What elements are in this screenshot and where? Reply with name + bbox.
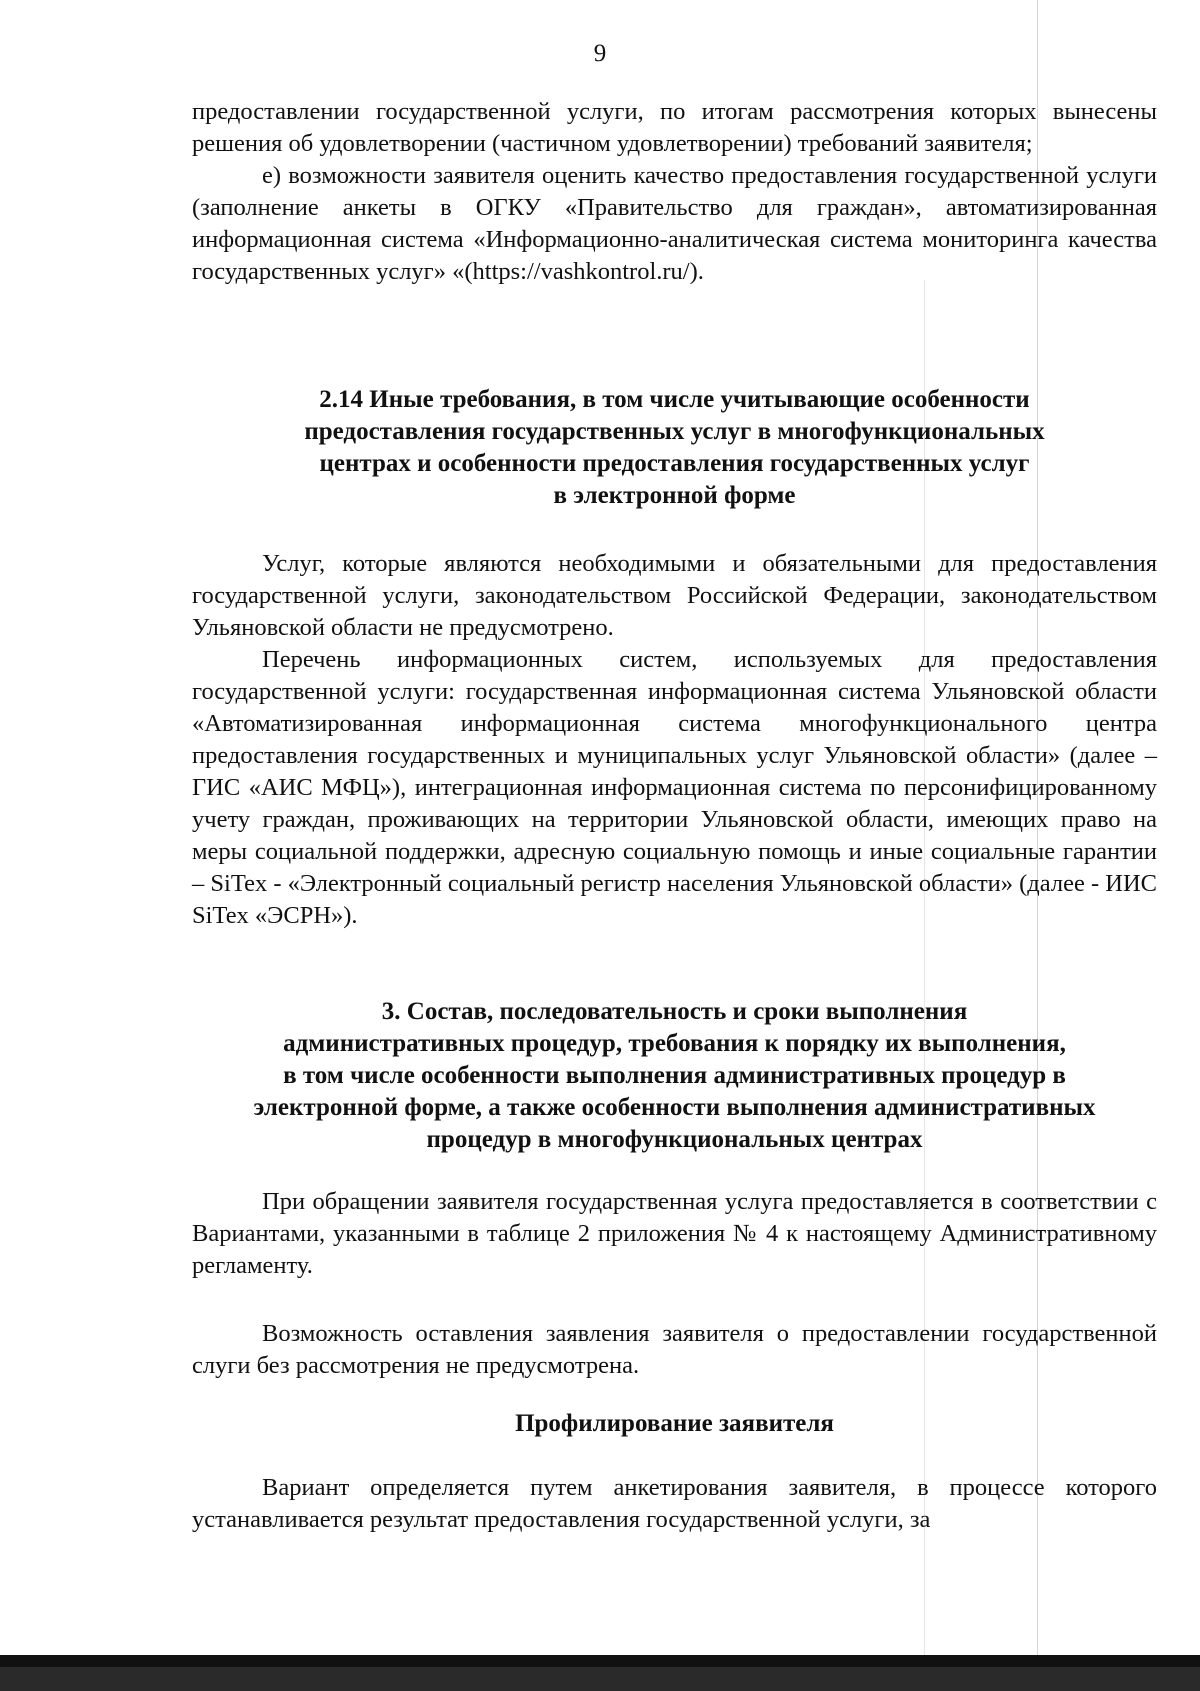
scan-border — [0, 1667, 1200, 1691]
section-3-title — [192, 996, 1157, 1156]
heading-line: в электронной форме — [553, 482, 796, 509]
section-2-14 — [192, 384, 1157, 512]
section-2-14-body — [192, 548, 1157, 932]
heading-line: предоставления государственных услуг в многофункциональных — [304, 418, 1045, 445]
paragraph: При обращении заявителя государственная услуга предоставляется в соответствии с Вариантами, указанными в таблице 2 приложения № 4 к настоящему Административному регламенту. — [192, 1188, 1157, 1279]
paragraph: Возможность оставления заявления заявителя о предоставлении государственной слуги без рассмотрения не предусмотрена. — [192, 1320, 1157, 1379]
paragraph: Услуг, которые являются необходимыми и обязательными для предоставления государственной услуги, законодательством Российской Федерации, законодательством Ульяновской области не предусмотрено. — [192, 550, 1157, 641]
heading-line: 2.14 Иные требования, в том числе учитывающие особенности — [319, 386, 1030, 413]
list-item-e: е) возможности заявителя оценить качество предоставления государственной услуги (заполнение анкеты в ОГКУ «Правительство для граждан», автоматизированная информационная система «Информационно-аналитическая система мониторинга качества государственных услуг» «(https://vashkontrol.ru/). — [192, 162, 1157, 285]
section-3-body-2 — [192, 1318, 1157, 1382]
profiling-section — [192, 1408, 1157, 1440]
heading-line: электронной форме, а также особенности выполнения административных — [253, 1094, 1096, 1121]
heading-line: административных процедур, требования к порядку их выполнения, — [283, 1030, 1066, 1057]
section-3 — [192, 996, 1157, 1156]
page-number: 9 — [593, 40, 607, 67]
heading-line: процедур в многофункциональных центрах — [426, 1126, 923, 1153]
scan-border — [0, 1655, 1200, 1667]
heading-line: в том числе особенности выполнения административных процедур в — [283, 1062, 1066, 1089]
section-3-body-1 — [192, 1186, 1157, 1282]
profiling-body — [192, 1472, 1157, 1536]
paragraph: Вариант определяется путем анкетирования заявителя, в процессе которого устанавливается результат предоставления государственной услуги, за — [192, 1474, 1157, 1533]
paragraph: Перечень информационных систем, используемых для предоставления государственной услуги: государственная информационная система Ульяновской области «Автоматизированная информационная система многофункционального центра предоставления государственных и муниципальных услуг Ульяновской области» (далее – ГИС «АИС МФЦ»), интеграционная информационная система по персонифицированному учету граждан, проживающих на территории Ульяновской области, имеющих право на меры социальной поддержки, адресную социальную помощь и иные социальные гарантии – SiTex - «Электронный социальный регистр населения Ульяновской области» (далее - ИИС SiTex «ЭСРН»). — [192, 646, 1157, 929]
heading-line: центрах и особенности предоставления государственных услуг — [319, 450, 1030, 477]
intro-paragraph: предоставлении государственной услуги, по итогам рассмотрения которых вынесены решения об удовлетворении (частичном удовлетворении) требований заявителя; — [192, 98, 1157, 157]
heading-line: 3. Состав, последовательность и сроки выполнения — [381, 998, 968, 1025]
intro-block — [192, 96, 1157, 288]
profiling-title: Профилирование заявителя — [515, 1410, 834, 1437]
section-2-14-title — [192, 384, 1157, 512]
